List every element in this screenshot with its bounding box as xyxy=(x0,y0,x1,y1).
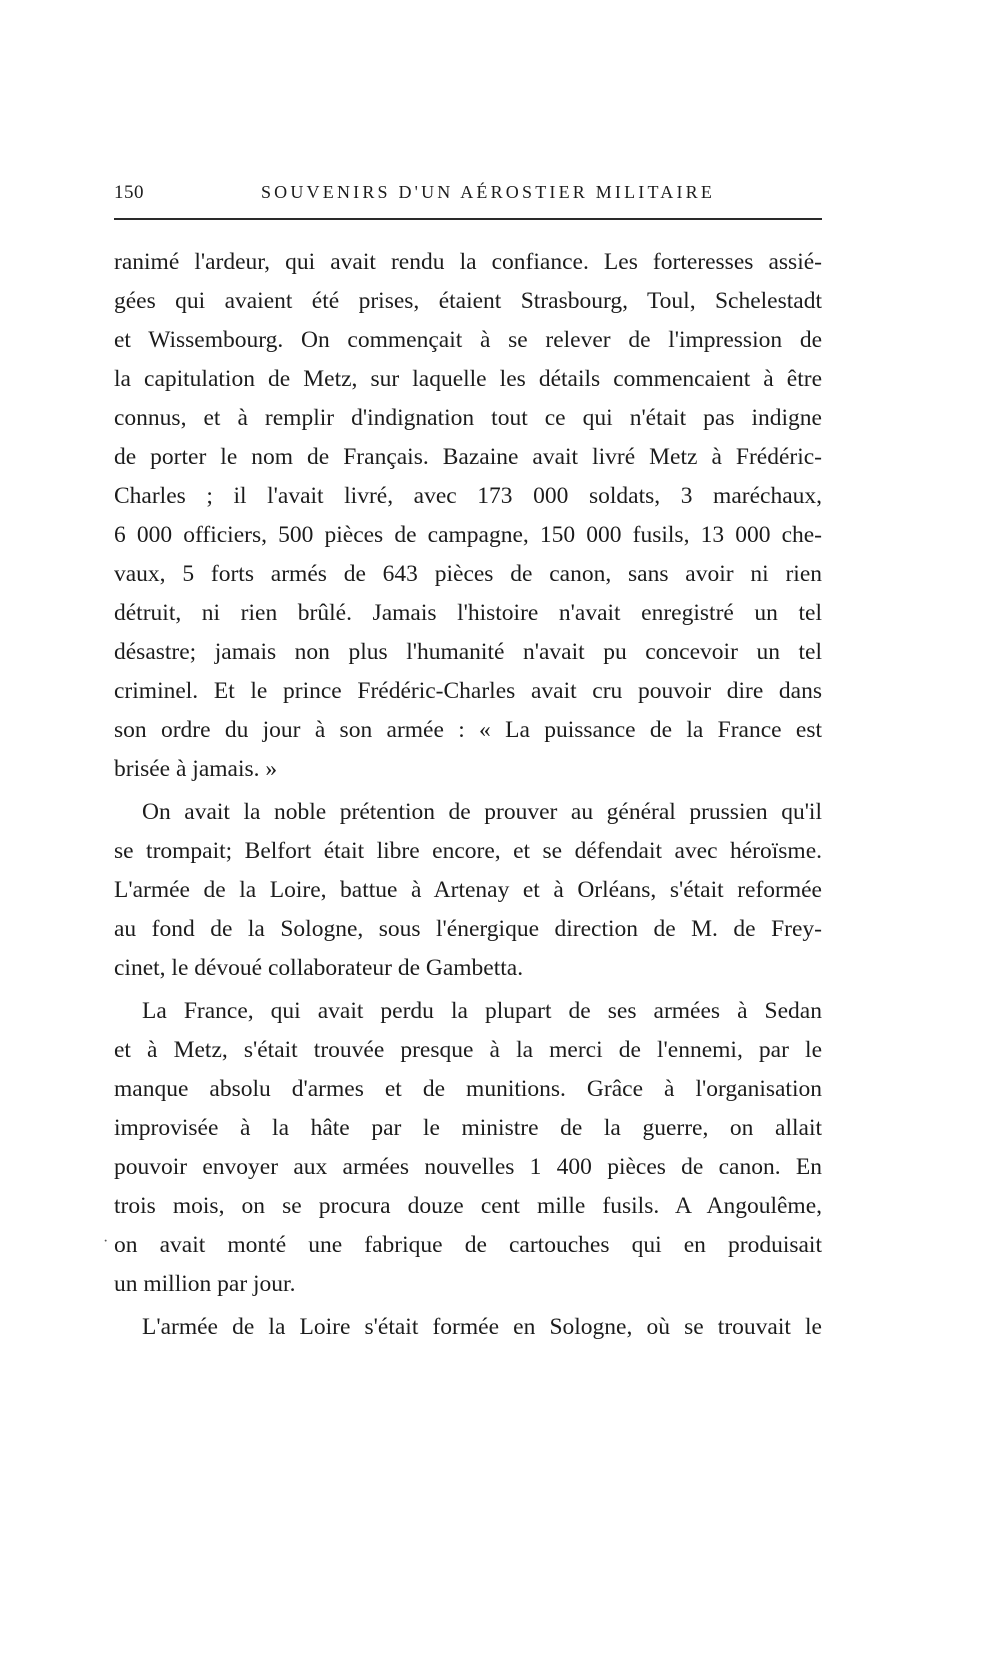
text-line: au fond de la Sologne, sous l'énergique direction de M. de Frey- xyxy=(114,916,822,942)
text-line: désastre; jamais non plus l'humanité n'avait pu concevoir un tel xyxy=(114,639,822,665)
header-rule xyxy=(114,218,822,220)
text-line: 6 000 officiers, 500 pièces de campagne, 150 000 fusils, 13 000 che- xyxy=(114,522,822,548)
text-line: Charles ; il l'avait livré, avec 173 000 soldats, 3 maréchaux, xyxy=(114,483,822,509)
page-number: 150 xyxy=(114,182,144,203)
text-line: de porter le nom de Français. Bazaine avait livré Metz à Frédéric- xyxy=(114,444,822,470)
text-line: vaux, 5 forts armés de 643 pièces de canon, sans avoir ni rien xyxy=(114,561,822,587)
text-line: L'armée de la Loire s'était formée en Sologne, où se trouvait le xyxy=(142,1314,822,1340)
text-line: brisée à jamais. » xyxy=(114,756,278,782)
text-line: un million par jour. xyxy=(114,1271,296,1297)
text-line: improvisée à la hâte par le ministre de la guerre, on allait xyxy=(114,1115,822,1141)
paragraph-4 xyxy=(114,1308,822,1347)
text-line: cinet, le dévoué collaborateur de Gambetta. xyxy=(114,955,524,981)
paragraph-1 xyxy=(114,243,822,789)
text-line: on avait monté une fabrique de cartouches qui en produisait xyxy=(114,1232,822,1258)
text-line: et à Metz, s'était trouvée presque à la merci de l'ennemi, par le xyxy=(114,1037,822,1063)
text-line: criminel. Et le prince Frédéric-Charles avait cru pouvoir dire dans xyxy=(114,678,822,704)
text-line: son ordre du jour à son armée : « La puissance de la France est xyxy=(114,717,822,743)
margin-mark: · xyxy=(103,1233,109,1250)
text-line: On avait la noble prétention de prouver au général prussien qu'il xyxy=(142,799,822,825)
text-line: trois mois, on se procura douze cent mille fusils. A Angoulême, xyxy=(114,1193,822,1219)
text-line: connus, et à remplir d'indignation tout ce qui n'était pas indigne xyxy=(114,405,822,431)
text-line: et Wissembourg. On commençait à se relever de l'impression de xyxy=(114,327,822,353)
paragraph-3 xyxy=(114,992,822,1304)
text-line: pouvoir envoyer aux armées nouvelles 1 400 pièces de canon. En xyxy=(114,1154,822,1180)
text-line: ranimé l'ardeur, qui avait rendu la confiance. Les forteresses assié- xyxy=(114,249,822,275)
running-title: SOUVENIRS D'UN AÉROSTIER MILITAIRE xyxy=(260,182,716,202)
text-line: la capitulation de Metz, sur laquelle les détails commencaient à être xyxy=(114,366,822,392)
text-line: gées qui avaient été prises, étaient Strasbourg, Toul, Schelestadt xyxy=(114,288,822,314)
text-line: se trompait; Belfort était libre encore, et se défendait avec héroïsme. xyxy=(114,838,822,864)
text-line: détruit, ni rien brûlé. Jamais l'histoire n'avait enregistré un tel xyxy=(114,600,822,626)
text-line: La France, qui avait perdu la plupart de ses armées à Sedan xyxy=(142,998,822,1024)
text-line: manque absolu d'armes et de munitions. Grâce à l'organisation xyxy=(114,1076,822,1102)
paragraph-2 xyxy=(114,793,822,988)
text-line: L'armée de la Loire, battue à Artenay et à Orléans, s'était reformée xyxy=(114,877,822,903)
running-head xyxy=(114,182,822,210)
body-text xyxy=(114,243,822,1347)
